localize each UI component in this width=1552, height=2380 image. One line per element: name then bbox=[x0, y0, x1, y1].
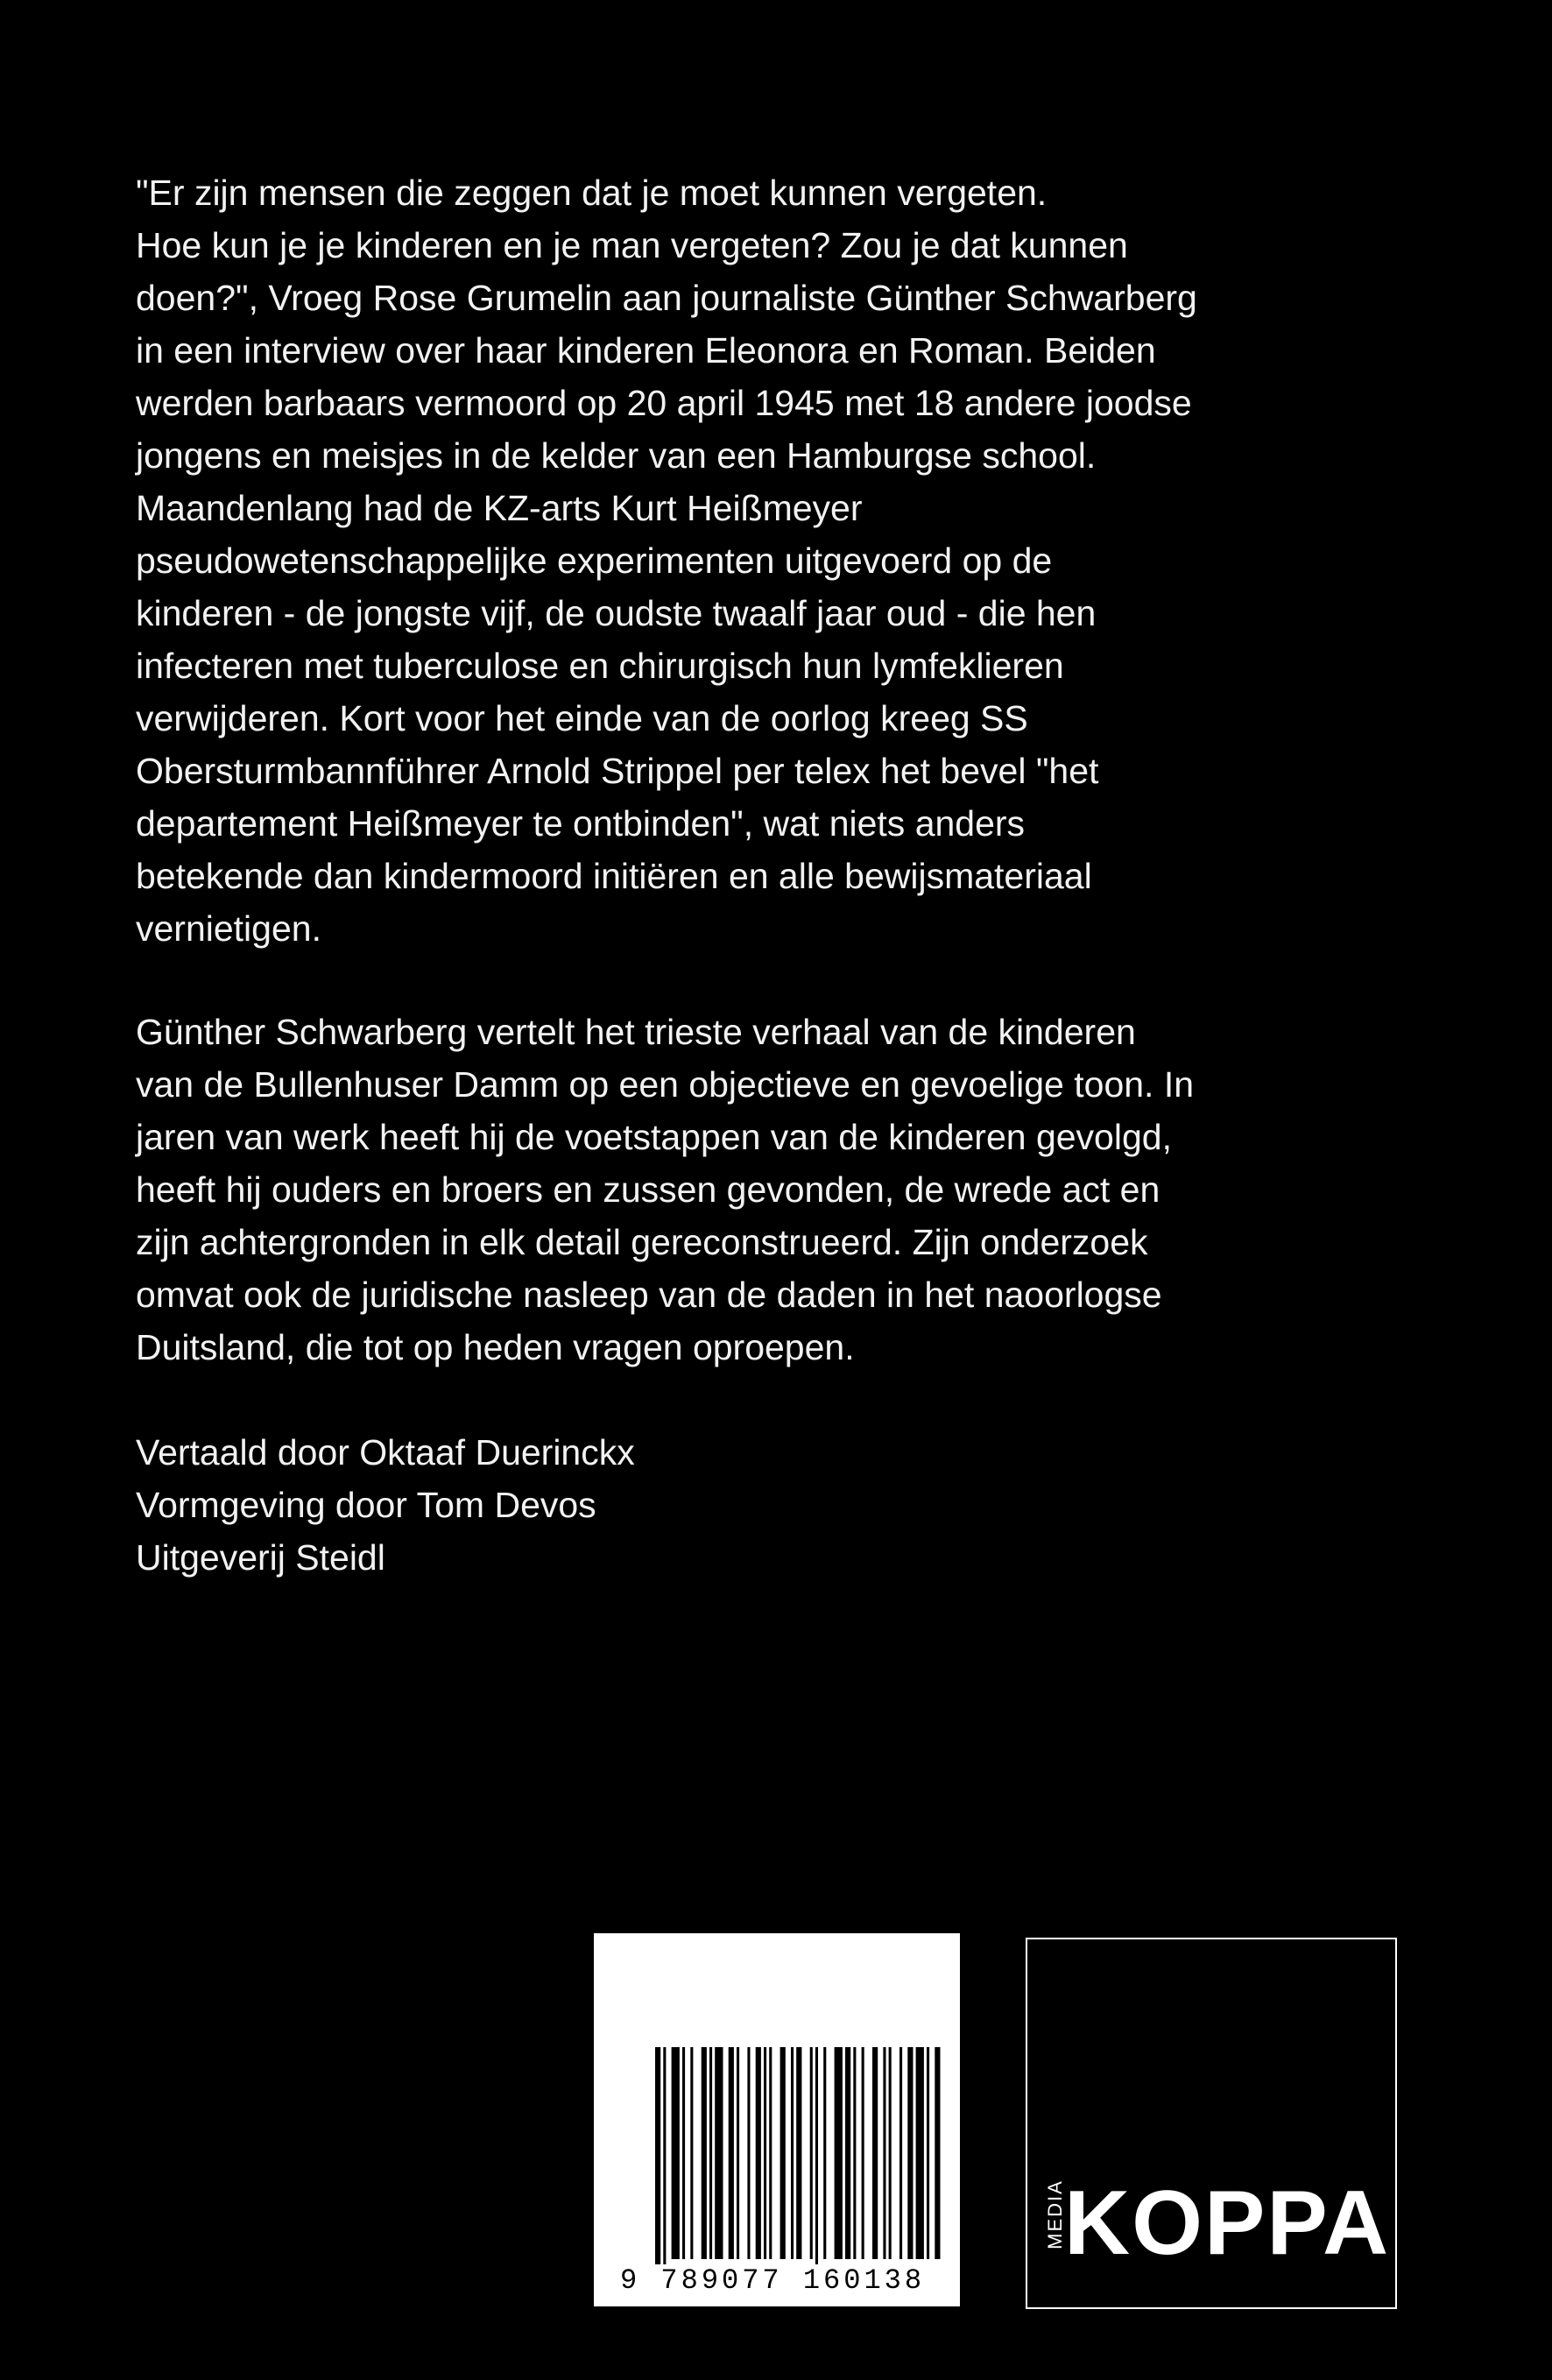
barcode-bar bbox=[853, 2047, 856, 2259]
barcode-bar bbox=[715, 2047, 723, 2259]
description-paragraph-2: Günther Schwarberg vertelt het trieste verhaal van de kinderen van de Bullenhuser Damm op een objectieve en gevoelige toon. In jaren van werk heeft hij de voetstappen van de kinderen gevolgd, heeft hij ouders en broers en zussen gevonden, de wrede act en zijn achtergronden in elk detail gereconstrueerd. Zijn onderzoek omvat ook de juridische nasleep van de daden in het naoorlogse Duitsland, die tot op heden vragen oproepen. bbox=[136, 1012, 1195, 1367]
barcode-bar bbox=[935, 2047, 940, 2259]
barcode-bar bbox=[835, 2047, 843, 2259]
barcode-bar bbox=[916, 2047, 924, 2259]
publisher-logo bbox=[1026, 1938, 1397, 2309]
publisher-logo-media-text: MEDIA bbox=[1044, 2179, 1066, 2249]
barcode-bar bbox=[883, 2047, 885, 2259]
barcode-bar bbox=[823, 2047, 826, 2259]
barcode-bar bbox=[655, 2047, 660, 2275]
barcode-bar bbox=[747, 2047, 750, 2259]
description-paragraph-1: "Er zijn mensen die zeggen dat je moet kunnen vergeten. Hoe kun je je kinderen en je man vergeten? Zou je dat kunnen doen?", Vroeg Rose Grumelin aan journaliste Günther Schwarberg in een interview over haar kinderen Eleonora en Roman. Beiden werden barbaars vermoord op 20 april 1945 met 18 andere joodse jongens en meisjes in de kelder van een Hamburgse school. Maandenlang had de KZ-arts Kurt Heißmeyer pseudowetenschappelijke experimenten uitgevoerd op de kinderen - de jongste vijf, de oudste twaalf jaar oud - die hen infecteren met tuberculose en chirurgisch hun lymfeklieren verwijderen. Kort voor het einde van de oorlog kreeg SS Obersturmbannführer Arnold Strippel per telex het bevel "het departement Heißmeyer te ontbinden", wat niets anders betekende dan kindermoord initiëren en alle bewijsmateriaal vernietigen. bbox=[136, 173, 1197, 949]
barcode-bar bbox=[810, 2047, 813, 2259]
barcode-bar bbox=[702, 2047, 707, 2259]
barcode-bar bbox=[927, 2047, 929, 2259]
barcode-bar bbox=[737, 2047, 739, 2259]
barcode-bar bbox=[862, 2047, 864, 2259]
publisher-logo-name: KOPPA bbox=[1064, 2172, 1391, 2274]
barcode-bar bbox=[889, 2047, 892, 2259]
isbn-barcode bbox=[594, 1933, 960, 2306]
barcode-bars bbox=[611, 2047, 942, 2275]
barcode-bar bbox=[796, 2047, 801, 2259]
barcode-bar bbox=[682, 2047, 685, 2259]
barcode-bar bbox=[764, 2047, 766, 2259]
barcode-bar bbox=[769, 2047, 772, 2259]
barcode-bar bbox=[780, 2047, 786, 2259]
barcode-bar bbox=[672, 2047, 680, 2259]
barcode-bar bbox=[845, 2047, 850, 2259]
barcode-bar bbox=[907, 2047, 913, 2259]
barcode-bar bbox=[872, 2047, 878, 2259]
barcode-bar bbox=[663, 2047, 666, 2275]
barcode-digits: 9 789077 160138 bbox=[620, 2264, 926, 2297]
barcode-bar bbox=[899, 2047, 902, 2259]
barcode-bar bbox=[815, 2047, 818, 2275]
barcode-bar bbox=[756, 2047, 761, 2259]
barcode-bar bbox=[729, 2047, 734, 2259]
barcode-bar bbox=[791, 2047, 794, 2259]
barcode-bar bbox=[690, 2047, 693, 2259]
barcode-bar bbox=[709, 2047, 712, 2259]
credits: Vertaald door Oktaaf Duerinckx Vormgeving door Tom Devos Uitgeverij Steidl bbox=[136, 1432, 635, 1578]
